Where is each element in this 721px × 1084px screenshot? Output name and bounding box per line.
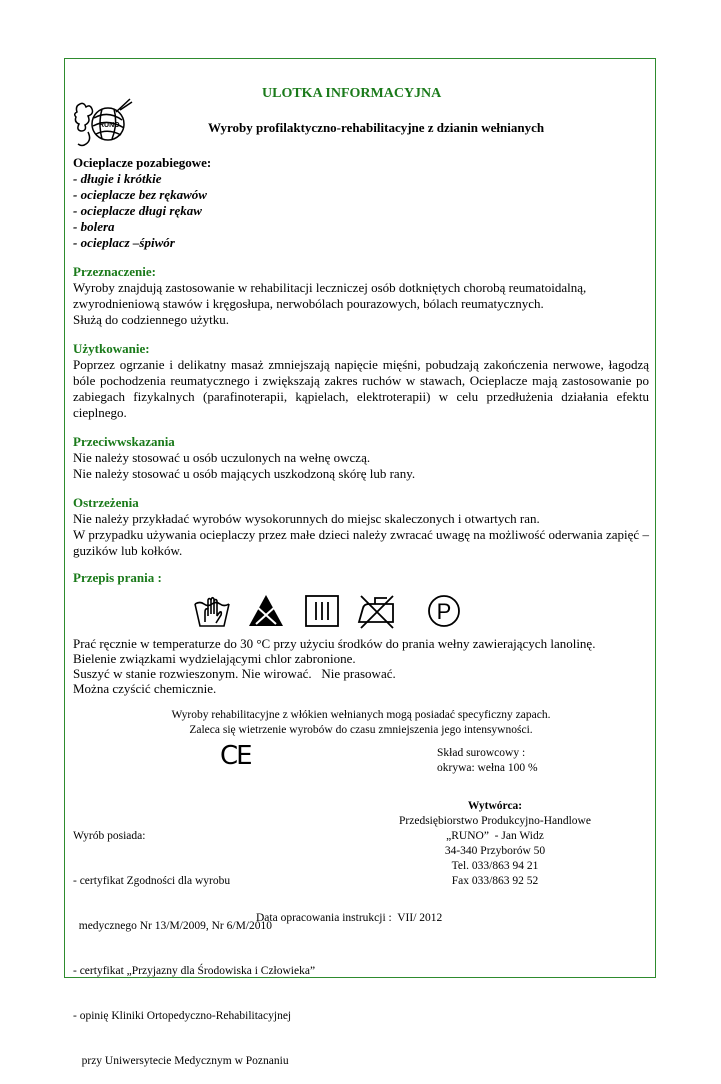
manufacturer-phone: Tel. 033/863 94 21 <box>451 860 539 872</box>
note-line: Wyroby rehabilitacyjne z włókien wełnianych mogą posiadać specyficzny zapach. <box>171 709 551 721</box>
certificate-line: przy Uniwersytecie Medycznym w Poznaniu <box>73 1055 289 1067</box>
wash-line: Można czyścić chemicznie. <box>73 681 217 696</box>
ostrzezenia-text: Nie należy przykładać wyrobów wysokorunnych do miejsc skaleczonych i otwartych ran. <box>73 511 540 526</box>
svg-text:RUNO: RUNO <box>99 122 120 129</box>
main-content <box>73 155 649 586</box>
smell-note <box>73 708 649 738</box>
page-subtitle: Wyroby profilaktyczno-rehabilitacyjne z dzianin wełnianych <box>208 120 545 135</box>
pranie-heading: Przepis prania : <box>73 570 162 585</box>
manufacturer-heading: Wytwórca: <box>467 800 523 812</box>
product-item: - bolera <box>73 219 115 234</box>
wash-line: Prać ręcznie w temperaturze do 30 °C przy użyciu środków do prania wełny zawierających lanolinę. <box>73 636 596 651</box>
przeznaczenie-text: zwyrodnieniową stawów i kręgosłupa, nerwobólach pourazowych, bólach reumatycznych. <box>73 296 544 311</box>
manufacturer-line: Przedsiębiorstwo Produkcyjno-Handlowe <box>399 815 591 827</box>
note-line: Zaleca się wietrzenie wyrobów do czasu zmniejszenia jego intensywności. <box>189 724 533 736</box>
certificate-line: - certyfikat Zgodności dla wyrobu <box>73 875 231 887</box>
manufacturer-line: 34-340 Przyborów 50 <box>444 845 546 857</box>
product-item: - ocieplacz –śpiwór <box>73 235 175 250</box>
ostrzezenia-text: W przypadku używania ocieplaczy przez małe dzieci należy zwracać uwagę na możliwość oderwania zapięć – guzików lub kołków. <box>73 527 649 558</box>
manufacturer <box>388 799 602 889</box>
no-iron-icon <box>355 592 397 630</box>
przeciwwskazania-text: Nie należy stosować u osób mających uszkodzoną skórę lub rany. <box>73 466 416 481</box>
no-bleach-icon <box>247 592 285 630</box>
composition-heading: Skład surowcowy : <box>437 747 526 759</box>
ostrzezenia-heading: Ostrzeżenia <box>73 495 139 510</box>
certificate-line: - opinię Kliniki Ortopedyczno-Rehabilitacyjnej <box>73 1010 292 1022</box>
care-symbols <box>192 592 472 632</box>
przeciwwskazania-text: Nie należy stosować u osób uczulonych na wełnę owczą. <box>73 450 371 465</box>
composition-value: okrywa: wełna 100 % <box>437 762 538 774</box>
ce-mark: CE <box>220 741 251 771</box>
przeciwwskazania-heading: Przeciwwskazania <box>73 434 175 449</box>
manufacturer-fax: Fax 033/863 92 52 <box>451 875 539 887</box>
certificates <box>73 799 315 1084</box>
certificate-line: - certyfikat „Przyjazny dla Środowiska i Człowieka” <box>73 965 316 977</box>
manufacturer-line: „RUNO” - Jan Widz <box>446 830 544 842</box>
document-date: Data opracowania instrukcji : VII/ 2012 <box>256 912 443 924</box>
wash-line: Suszyć w stanie rozwieszonym. Nie wirować. Nie prasować. <box>73 666 396 681</box>
uzytkowanie-heading: Użytkowanie: <box>73 341 150 356</box>
products-heading: Ocieplacze pozabiegowe: <box>73 155 212 170</box>
composition <box>437 746 538 776</box>
product-item: - ocieplacze długi rękaw <box>73 203 202 218</box>
przeznaczenie-text: Wyroby znajdują zastosowanie w rehabilitacji leczniczej osób dotkniętych chorobą reumatoidalną, <box>73 280 587 295</box>
wash-line: Bielenie związkami wydzielającymi chlor zabronione. <box>73 651 356 666</box>
dry-clean-p-icon <box>426 592 462 630</box>
product-item: - długie i krótkie <box>73 171 162 186</box>
wash-instructions <box>73 636 649 696</box>
certificates-heading: Wyrób posiada: <box>73 830 146 842</box>
svg-text:P: P <box>436 599 452 624</box>
przeznaczenie-text: Służą do codziennego użytku. <box>73 312 229 327</box>
product-item: - ocieplacze bez rękawów <box>73 187 207 202</box>
page-title: ULOTKA INFORMACYJNA <box>262 86 442 101</box>
hand-wash-icon <box>192 592 232 630</box>
dry-flat-icon <box>303 592 341 630</box>
runo-logo <box>72 98 134 150</box>
uzytkowanie-text: Poprzez ogrzanie i delikatny masaż zmniejszają napięcie mięśni, pobudzają zakończenia nerwowe, łagodzą bóle pochodzenia reumatycznego i zwiększają zakres ruchów w stawach, Ocieplacze mają zastosowanie po zabiegach fizykalnych (parafinoterapii, kąpielach, elektroterapii) w celu przedłużenia działania efektu cieplnego. <box>73 357 649 420</box>
przeznaczenie-heading: Przeznaczenie: <box>73 264 157 279</box>
certificate-line: medycznego Nr 13/M/2009, Nr 6/M/2010 <box>73 920 272 932</box>
